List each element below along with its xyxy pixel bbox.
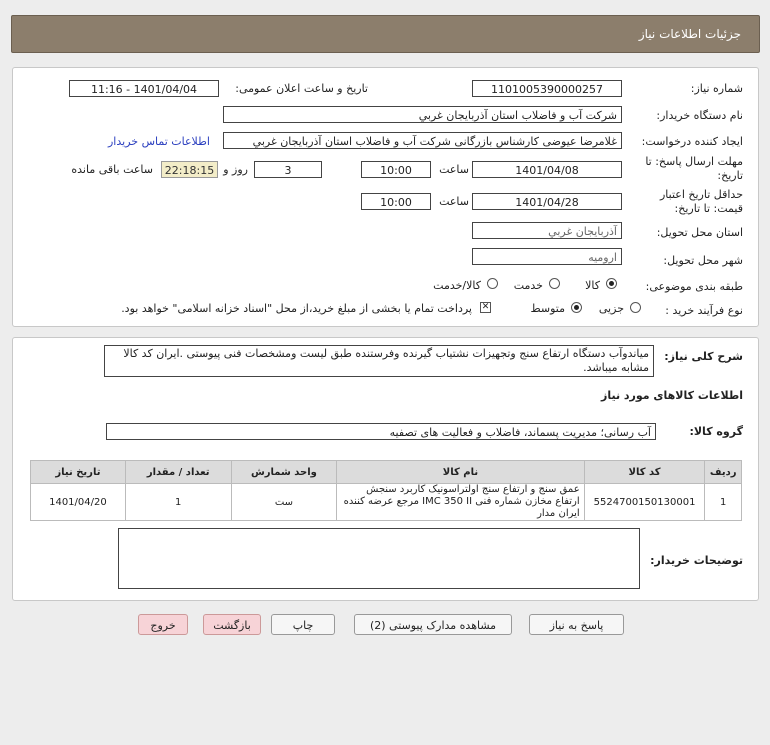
creator-label: ایجاد کننده درخواست: — [641, 135, 743, 148]
goods-group-field: آب رسانی؛ مدیریت پسماند، فاضلاب و فعالیت های تصفیه — [106, 423, 656, 440]
validity-label: حداقل تاریخ اعتبار — [659, 188, 743, 201]
col-unit: واحد شمارش — [231, 461, 337, 484]
process-label: نوع فرآیند خرید : — [665, 304, 743, 317]
goods-table-header — [31, 461, 742, 484]
need-number-label: شماره نیاز: — [690, 82, 743, 95]
need-number-field: 1101005390000257 — [472, 80, 622, 97]
validity-date-field: 1401/04/28 — [472, 193, 622, 210]
province-field: آذربایجان غربي — [472, 222, 622, 239]
process-radio-minor[interactable] — [630, 302, 641, 313]
col-qty: تعداد / مقدار — [125, 461, 231, 484]
summary-field — [104, 345, 654, 377]
process-option-minor: جزیی — [598, 302, 624, 315]
remaining-label: ساعت باقی مانده — [71, 163, 153, 176]
summary-label: شرح کلی نیاز: — [664, 350, 743, 363]
exit-button[interactable]: خروج — [138, 614, 188, 635]
cell-code: 5524700150130001 — [584, 484, 705, 521]
cell-name: عمق سنج و ارتفاع سنج اولتراسونیک کاربرد سنجش ارتفاع مخازن شماره فنی IMC 350 II مرجع عرضه کننده ایران مدار — [337, 484, 584, 521]
category-option-service: خدمت — [513, 279, 543, 292]
col-name: نام کالا — [337, 461, 584, 484]
attachments-button[interactable]: مشاهده مدارک پیوستی (2) — [354, 614, 512, 635]
deadline-label: مهلت ارسال پاسخ: تا — [645, 155, 743, 168]
cell-row: 1 — [705, 484, 742, 521]
creator-field: غلامرضا عیوضی کارشناس بازرگانی شرکت آب و فاضلاب استان آذربایجان غربي — [223, 132, 622, 149]
cell-date: 1401/04/20 — [31, 484, 126, 521]
col-code: کد کالا — [584, 461, 705, 484]
reply-button[interactable]: پاسخ به نیاز — [529, 614, 624, 635]
buyer-notes-field — [118, 528, 640, 589]
print-button[interactable]: چاپ — [271, 614, 335, 635]
category-radio-goods[interactable] — [606, 278, 617, 289]
payment-note: پرداخت تمام یا بخشی از مبلغ خرید،از محل "اسناد خزانه اسلامی" خواهد بود. — [121, 302, 472, 315]
province-label: استان محل تحویل: — [656, 226, 743, 239]
goods-group-label: گروه کالا: — [689, 425, 743, 438]
page-header — [11, 15, 760, 53]
col-date: تاریخ نیاز — [31, 461, 126, 484]
process-radio-medium[interactable] — [571, 302, 582, 313]
page-title: جزئیات اطلاعات نیاز — [638, 27, 741, 41]
category-option-both: کالا/خدمت — [433, 279, 481, 292]
table-row — [31, 484, 742, 521]
deadline-date-field: 1401/04/08 — [472, 161, 622, 178]
process-option-medium: متوسط — [530, 302, 565, 315]
city-label: شهر محل تحویل: — [663, 254, 743, 267]
validity-time-field: 10:00 — [361, 193, 431, 210]
category-label: طبقه بندی موضوعی: — [645, 280, 743, 293]
cell-unit: ست — [231, 484, 337, 521]
category-option-goods: کالا — [585, 279, 600, 292]
deadline-time-label: ساعت — [439, 163, 469, 176]
remaining-time-field: 22:18:15 — [161, 161, 218, 178]
category-radio-both[interactable] — [487, 278, 498, 289]
days-field: 3 — [254, 161, 322, 178]
category-radio-service[interactable] — [549, 278, 560, 289]
goods-info-title: اطلاعات کالاهای مورد نیاز — [601, 389, 743, 402]
buyer-org-label: نام دستگاه خریدار: — [656, 109, 743, 122]
buyer-contact-link[interactable]: اطلاعات تماس خریدار — [108, 135, 210, 148]
deadline-time-field: 10:00 — [361, 161, 431, 178]
col-row: ردیف — [705, 461, 742, 484]
back-button[interactable]: بازگشت — [203, 614, 261, 635]
announce-label: تاریخ و ساعت اعلان عمومی: — [235, 82, 368, 95]
city-field: ارومیه — [472, 248, 622, 265]
buyer-notes-label: توضیحات خریدار: — [650, 554, 743, 567]
days-label: روز و — [223, 163, 248, 176]
treasury-checkbox[interactable]: ✕ — [481, 302, 490, 312]
validity-time-label: ساعت — [439, 195, 469, 208]
goods-table — [30, 460, 742, 521]
buyer-org-field: شرکت آب و فاضلاب استان آذربایجان غربي — [223, 106, 622, 123]
validity-label-date: قیمت: تا تاریخ: — [674, 202, 743, 215]
summary-text: میاندوآب دستگاه ارتفاع سنج وتجهیزات نشتیاب گیرنده وفرستنده طبق لیست ومشخصات فنی پیوستی .ایران کد کالا مشابه میباشد. — [123, 347, 649, 374]
deadline-label-date: تاریخ: — [717, 169, 743, 182]
cell-qty: 1 — [125, 484, 231, 521]
announce-field: 1401/04/04 - 11:16 — [69, 80, 219, 97]
